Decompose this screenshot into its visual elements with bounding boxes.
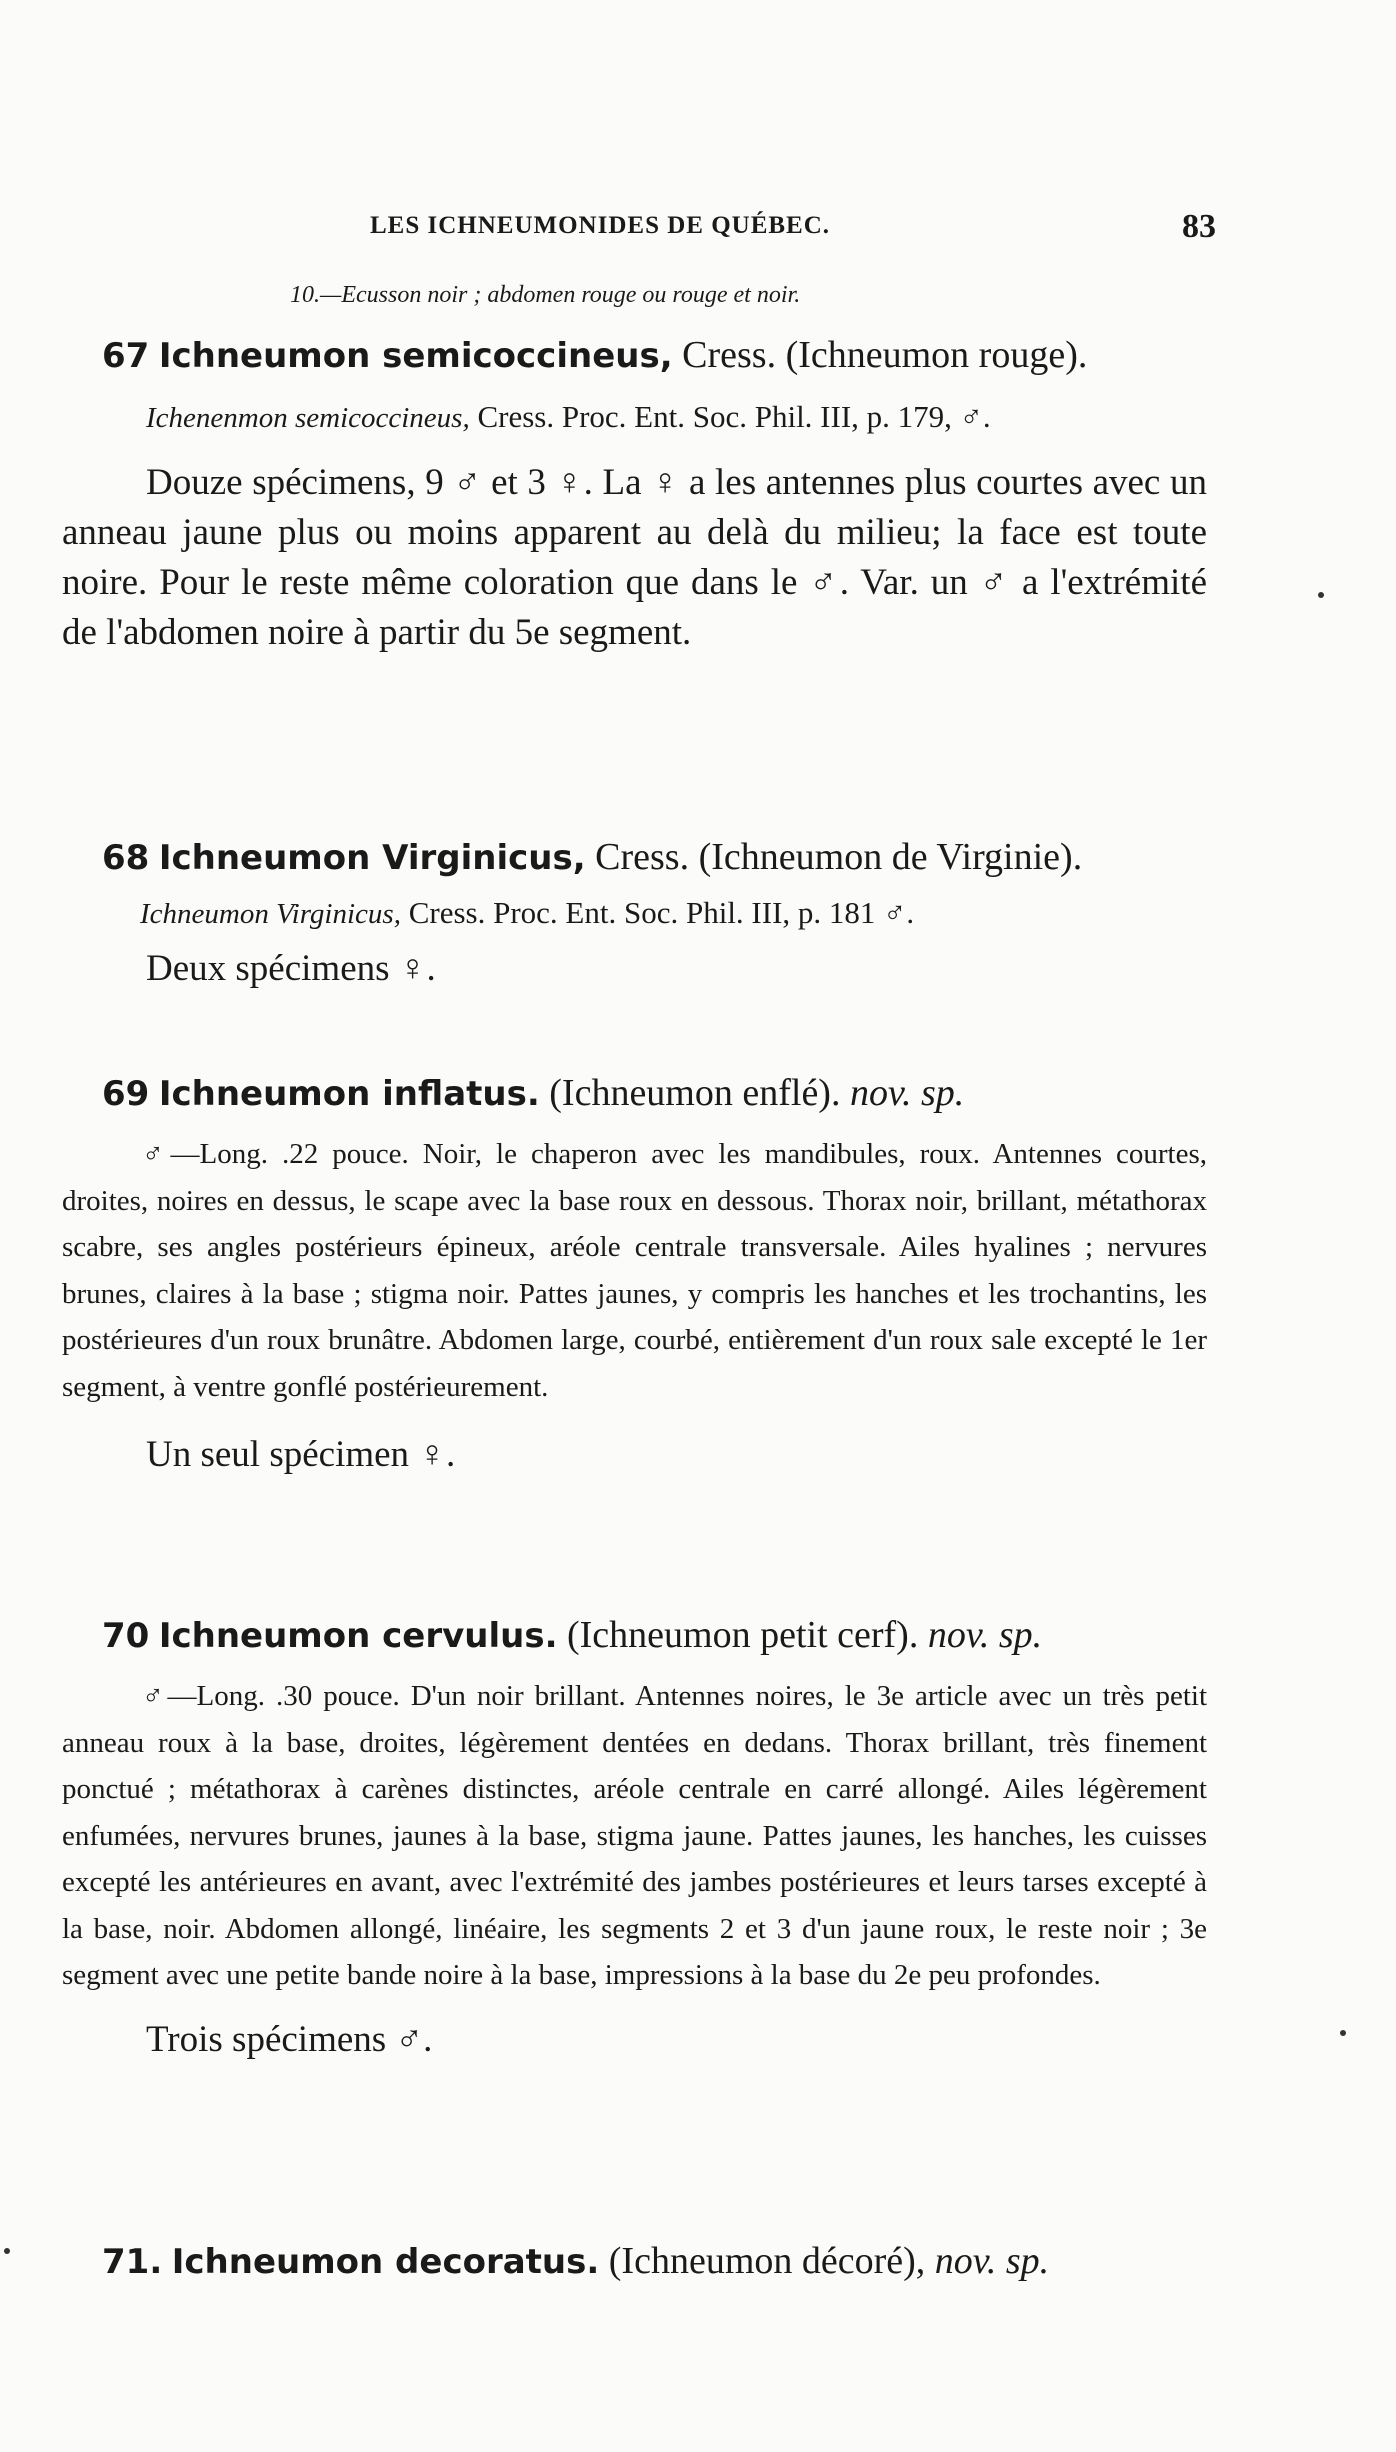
description-text: ♂—Long. .22 pouce. Noir, le chaperon avec les mandibules, roux. Antennes courtes, droites, noires en dessus, le scape avec la base roux en dessous. Thorax noir, brillant, métathorax scabre, ses angles postérieurs épineux, aréole centrale transversale. Ailes hyalines ; nervures brunes, claires à la base ; stigma noir. Pattes jaunes, y compris les hanches et les trochantins, les postérieures d'un roux brunâtre. Abdomen large, courbé, entièrement d'un roux sale excepté le 1er segment, à ventre gonflé postérieurement. (62, 1138, 1207, 1403)
species-name: Ichneumon Virginicus, (158, 838, 586, 878)
species-number: 71. (102, 2242, 163, 2282)
species-name: Ichneumon decoratus. (171, 2242, 600, 2282)
citation (62, 889, 1207, 938)
running-title: LES ICHNEUMONIDES DE QUÉBEC. (370, 212, 831, 239)
species-number: 70 (102, 1616, 150, 1656)
running-header (60, 208, 1216, 252)
specimen-count: Trois spécimens ♂. (146, 2018, 433, 2060)
species-number: 69 (102, 1074, 150, 1114)
species-heading (62, 1068, 1207, 1119)
print-speck (1318, 592, 1324, 598)
species-number: 68 (102, 838, 150, 878)
species-common-name: (Ichneumon de Virginie). (698, 836, 1083, 878)
species-author: Cress. (682, 334, 777, 376)
species-heading (62, 832, 1207, 883)
page-number: 83 (1182, 208, 1216, 245)
species-heading (62, 330, 1207, 381)
citation-reference: Cress. Proc. Ent. Soc. Phil. III, p. 179, ♂. (477, 399, 991, 434)
species-common-name: (Ichneumon rouge). (785, 334, 1088, 376)
species-common-name: (Ichneumon petit cerf). (567, 1614, 919, 1656)
species-name: Ichneumon semicoccineus, (158, 336, 673, 376)
species-status: nov. sp. (849, 1072, 965, 1114)
species-name: Ichneumon inflatus. (158, 1074, 540, 1114)
entry-71 (62, 2236, 1207, 2287)
entry-70 (62, 1610, 1207, 2065)
citation-taxon: Ichneumon Virginicus, (140, 898, 401, 930)
citation-taxon: Ichenenmon semicoccineus, (146, 402, 470, 434)
entry-68 (62, 832, 1207, 994)
print-speck (1340, 2030, 1346, 2036)
species-common-name: (Ichneumon décoré), (608, 2240, 926, 2282)
citation-reference: Cress. Proc. Ent. Soc. Phil. III, p. 181 ♂. (408, 895, 915, 930)
entry-69 (62, 1068, 1207, 1480)
citation (62, 393, 1207, 442)
description-text: Douze spécimens, 9 ♂ et 3 ♀. La ♀ a les antennes plus courtes avec un anneau jaune plus ou moins apparent au delà du milieu; la face est toute noire. Pour le reste même coloration que dans le ♂. Var. un ♂ a l'extrémité de l'abdomen noire à partir du 5e segment. (62, 462, 1207, 653)
species-author: Cress. (595, 836, 690, 878)
section-heading: 10.—Ecusson noir ; abdomen rouge ou rouge et noir. (290, 282, 801, 308)
entry-67 (62, 330, 1207, 658)
description-text: ♂—Long. .30 pouce. D'un noir brillant. Antennes noires, le 3e article avec un très petit anneau roux à la base, droites, légèrement dentées en dedans. Thorax brillant, très finement ponctué ; métathorax à carènes distinctes, aréole centrale en carré allongé. Ailes légèrement enfumées, nervures brunes, jaunes à la base, stigma jaune. Pattes jaunes, les hanches, les cuisses excepté les antérieures en avant, avec l'extrémité des jambes postérieures et leurs tarses excepté à la base, noir. Abdomen allongé, linéaire, les segments 2 et 3 d'un jaune roux, le reste noir ; 3e segment avec une petite bande noire à la base, impressions à la base du 2e peu profondes. (62, 1680, 1207, 1991)
species-heading (62, 1610, 1207, 1661)
specimen-count: Un seul spécimen ♀. (146, 1434, 456, 1475)
species-name: Ichneumon cervulus. (158, 1616, 558, 1656)
print-speck (4, 2248, 10, 2254)
species-number: 67 (102, 336, 150, 376)
species-heading (62, 2236, 1207, 2287)
species-status: nov. sp. (934, 2240, 1050, 2282)
species-common-name: (Ichneumon enflé). (549, 1072, 841, 1114)
specimen-count: Deux spécimens ♀. (146, 948, 436, 989)
species-status: nov. sp. (927, 1614, 1043, 1656)
